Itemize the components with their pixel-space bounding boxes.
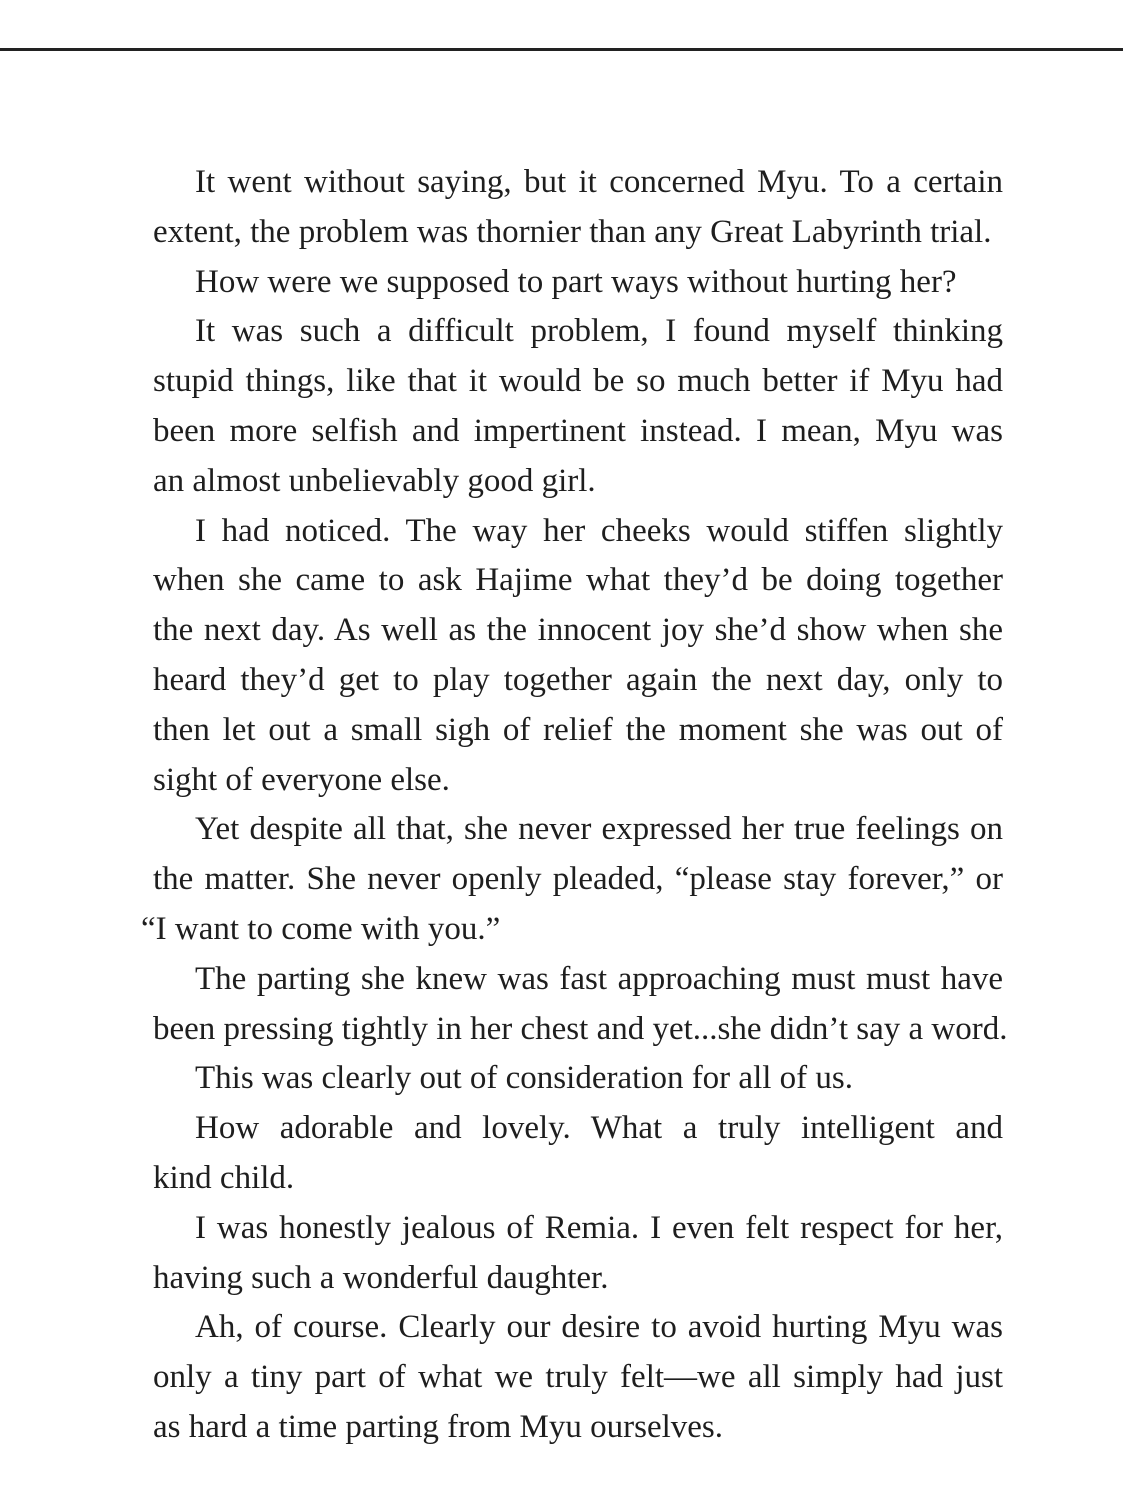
text-line: “I want to come with you.” [141,910,501,947]
text-line: This was clearly out of consideration for all of us. [195,1060,853,1097]
text-line: How were we supposed to part ways without hurting her? [195,263,957,300]
text-line: The parting she knew was fast approaching must must have [195,960,1003,997]
text-line: It went without saying, but it concerned Myu. To a certain [195,164,1003,200]
header-rule [0,48,1123,51]
text-line: sight of everyone else. [153,761,450,798]
text-line: extent, the problem was thornier than any Great Labyrinth trial. [153,213,992,250]
page-body-text [141,158,1008,1453]
text-line: an almost unbelievably good girl. [153,462,596,499]
text-line: only a tiny part of what we truly felt—we all simply had just [153,1359,1003,1396]
text-line: It was such a difficult problem, I found myself thinking [195,313,1003,350]
text-line: then let out a small sigh of relief the moment she was out of [153,711,1003,748]
text-line: as hard a time parting from Myu ourselves. [153,1408,724,1445]
text-line: I was honestly jealous of Remia. I even felt respect for her, [195,1209,1003,1246]
text-line: the next day. As well as the innocent joy she’d show when she [153,612,1003,649]
text-line: Yet despite all that, she never expressed her true feelings on [195,811,1003,848]
text-line: the matter. She never openly pleaded, “please stay forever,” or [153,861,1003,898]
text-line: How adorable and lovely. What a truly intelligent and [195,1110,1003,1147]
text-line: been pressing tightly in her chest and yet...she didn’t say a word. [153,1010,1008,1047]
text-line: kind child. [153,1159,295,1196]
text-line: heard they’d get to play together again the next day, only to [153,661,1003,698]
text-line: Ah, of course. Clearly our desire to avoid hurting Myu was [195,1309,1003,1346]
text-line: stupid things, like that it would be so much better if Myu had [153,363,1003,400]
text-line: having such a wonderful daughter. [153,1259,609,1296]
text-line: been more selfish and impertinent instead. I mean, Myu was [153,412,1003,449]
text-line: I had noticed. The way her cheeks would stiffen slightly [195,512,1003,549]
text-line: when she came to ask Hajime what they’d be doing together [153,562,1003,599]
